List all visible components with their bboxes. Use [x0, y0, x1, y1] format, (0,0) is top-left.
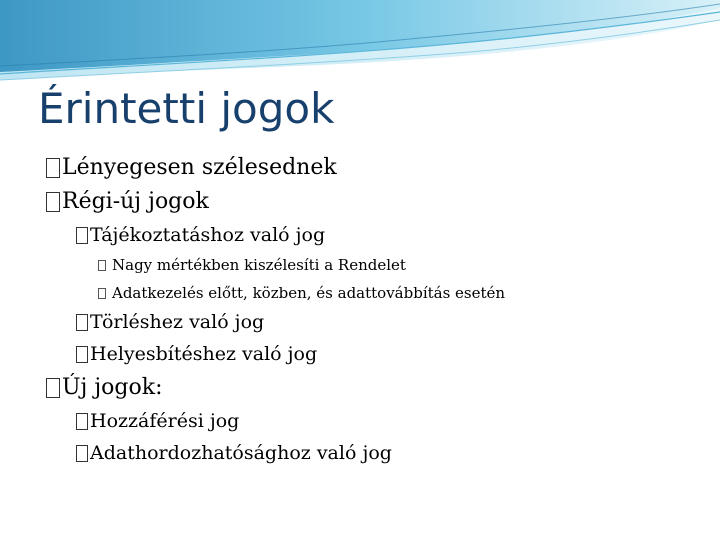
bullet-text: Adathordozhatósághoz való jog — [90, 442, 392, 464]
bullet-icon — [46, 378, 60, 398]
sub-sub-bullet-item — [98, 256, 406, 274]
bullet-icon — [46, 192, 60, 212]
bullet-text: Nagy mértékben kiszélesíti a Rendelet — [112, 256, 406, 274]
sub-bullet-item — [76, 311, 264, 333]
sub-bullet-item — [76, 343, 317, 365]
slide-title: Érintetti jogok — [38, 84, 335, 133]
bullet-text: Hozzáférési jog — [90, 410, 240, 432]
header-wave-decoration — [0, 0, 720, 90]
bullet-icon — [76, 227, 88, 244]
sub-bullet-item — [76, 224, 325, 246]
bullet-text: Törléshez való jog — [90, 311, 265, 333]
bullet-item — [46, 189, 209, 214]
bullet-item — [46, 375, 163, 400]
sub-bullet-item — [76, 410, 239, 432]
bullet-icon — [76, 445, 88, 462]
bullet-icon — [76, 314, 88, 331]
bullet-icon — [98, 260, 106, 271]
bullet-text: Régi-új jogok — [62, 189, 209, 214]
bullet-text: Tájékoztatáshoz való jog — [90, 224, 326, 246]
bullet-text: Lényegesen szélesednek — [62, 155, 337, 180]
bullet-item — [46, 155, 337, 180]
bullet-icon — [98, 288, 106, 299]
bullet-text: Adatkezelés előtt, közben, és adattovábbítás esetén — [112, 284, 506, 302]
bullet-icon — [76, 346, 88, 363]
bullet-text: Új jogok: — [62, 375, 163, 400]
sub-bullet-item — [76, 442, 392, 464]
bullet-text: Helyesbítéshez való jog — [90, 343, 318, 365]
bullet-icon — [76, 413, 88, 430]
bullet-icon — [46, 158, 60, 178]
sub-sub-bullet-item — [98, 284, 505, 302]
